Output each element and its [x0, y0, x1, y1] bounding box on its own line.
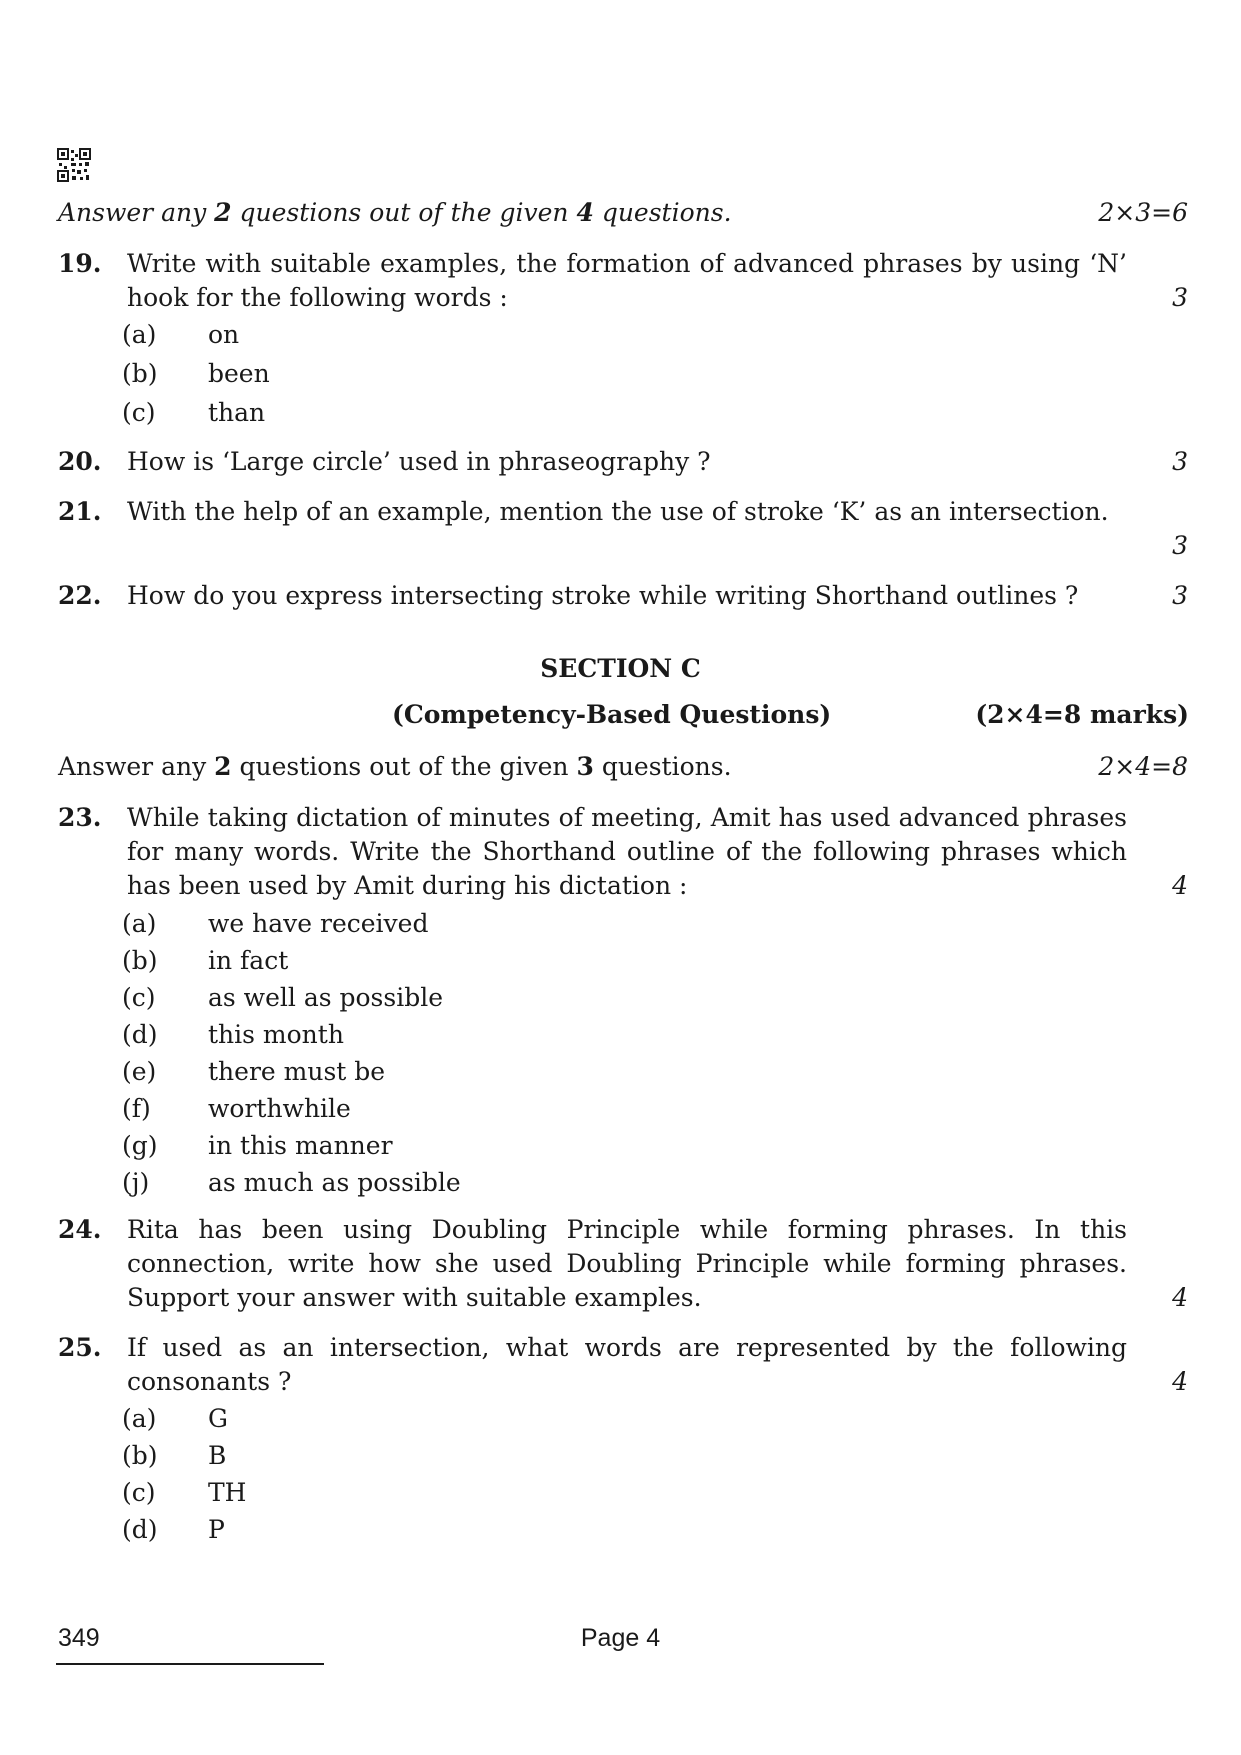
question-number: 23.: [58, 803, 102, 832]
instruction-marks: 2×3=6: [1098, 198, 1188, 227]
section-subtitle: (Competency-Based Questions): [392, 700, 832, 729]
question-text: With the help of an example, mention the use of stroke ‘K’ as an intersection.: [127, 497, 1109, 526]
question-text: Rita has been using Doubling Principle while forming phrases. In this connection, write how she used Doubling Principle while forming phrases. Support your answer with suitable examples.: [127, 1215, 1127, 1312]
question-marks: 3: [1172, 283, 1188, 312]
question-text: While taking dictation of minutes of meeting, Amit has used advanced phrases for many words. Write the Shorthand outline of the following phrases which has been used by Amit during his dictation :: [127, 803, 1127, 900]
question-marks: 3: [1172, 447, 1188, 476]
instruction-line: [58, 750, 1188, 784]
question-marks: 3: [1172, 531, 1188, 560]
question-number: 19.: [58, 249, 102, 278]
section-marks: (2×4=8 marks): [975, 700, 1189, 729]
instruction-marks: 2×4=8: [1098, 752, 1188, 781]
section-title: SECTION C: [540, 654, 701, 683]
instruction-line: [58, 196, 1188, 230]
page-number: Page 4: [580, 1624, 661, 1652]
question-number: 20.: [58, 447, 102, 476]
qr-code-icon: [57, 148, 91, 182]
question-marks: 4: [1172, 1283, 1188, 1312]
question-text: How do you express intersecting stroke while writing Shorthand outlines ?: [127, 581, 1079, 610]
question-text: Write with suitable examples, the formation of advanced phrases by using ‘N’ hook for the following words :: [127, 249, 1127, 312]
question-number: 22.: [58, 581, 102, 610]
question-marks: 4: [1172, 1367, 1188, 1396]
question-text: How is ‘Large circle’ used in phraseography ?: [127, 447, 711, 476]
paper-code: 349: [58, 1624, 100, 1652]
question-number: 21.: [58, 497, 102, 526]
question-marks: 4: [1172, 871, 1188, 900]
question-number: 25.: [58, 1333, 102, 1362]
instruction-text: Answer any 2 questions out of the given 4 questions.: [58, 198, 732, 227]
footer-divider: [56, 1663, 324, 1665]
question-text: If used as an intersection, what words are represented by the following consonants ?: [127, 1333, 1127, 1396]
question-number: 24.: [58, 1215, 102, 1244]
instruction-text: Answer any 2 questions out of the given 3 questions.: [58, 752, 732, 781]
question-marks: 3: [1172, 581, 1188, 610]
